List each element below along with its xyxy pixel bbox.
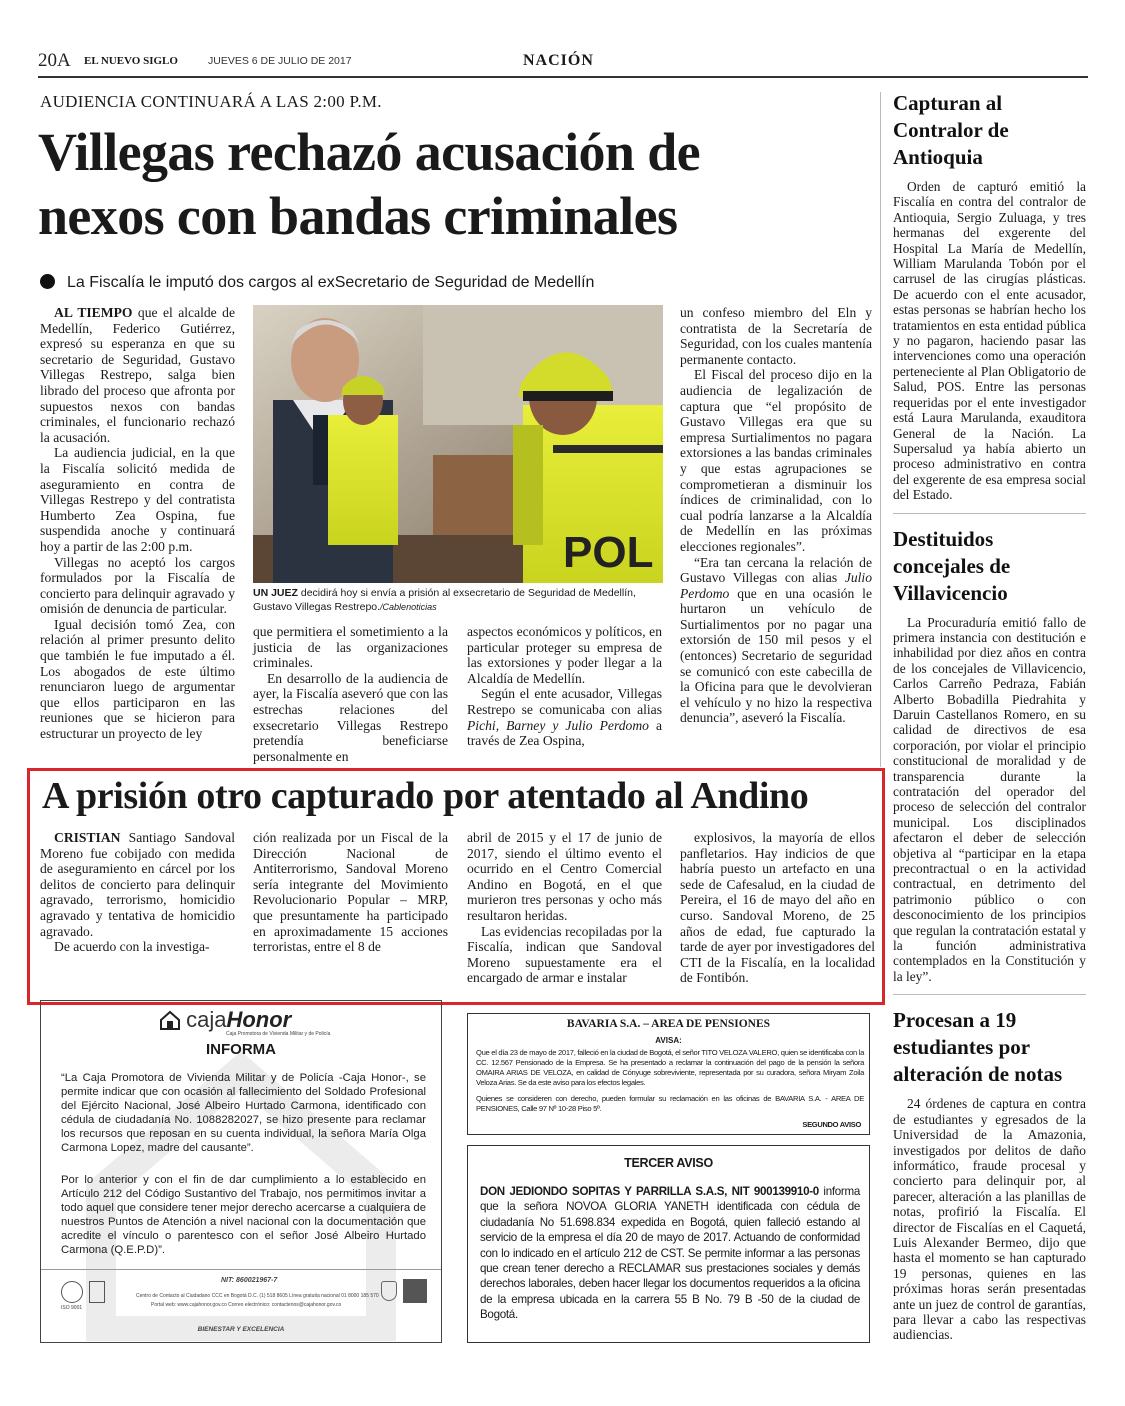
alias-name: Julio Perdomo — [680, 570, 872, 601]
caption-lead: UN JUEZ — [253, 587, 298, 599]
paragraph: Las evidencias recopiladas por la Fiscalía, indican que Sandoval Moreno supuestamente era el encargado de armar e instalar — [467, 923, 662, 986]
tercer-title: TERCER AVISO — [624, 1156, 713, 1170]
caja-footer: BIENESTAR Y EXCELENCIA — [197, 1326, 285, 1333]
sidebar-divider — [880, 92, 881, 767]
sidebar-title-1: Capturan al Contralor de Antioquia — [893, 91, 1009, 169]
sidebar-rule — [893, 513, 1086, 514]
caja-title: INFORMA — [206, 1041, 276, 1058]
bavaria-paragraph-1: Que el día 23 de mayo de 2017, falleció en la ciudad de Bogotá, el señor TITO VELOZA VALERO, quien se identificaba con la CC. 12.567 Pensionado de la Empresa. Se ha presentado a reclamar la continuación del pago de la pensión la señora OMAIRA ARIAS DE VELOZA, en calidad de Cónyuge sobreviviente, representada por su curadora, señora Miryam Zoila Veloza Arias. Se da este aviso para los efectos legales. — [476, 1048, 864, 1087]
bavaria-title: BAVARIA S.A. – AREA DE PENSIONES — [566, 1018, 771, 1030]
bullet-icon — [40, 274, 55, 289]
company-name: DON JEDIONDO SOPITAS Y PARRILLA S.A.S, NIT 900139910-0 — [480, 1185, 819, 1198]
paragraph-part: “Era tan cercana la relación de Gustavo Villegas con alias — [680, 554, 872, 586]
bavaria-footer: SEGUNDO AVISO — [802, 1120, 861, 1129]
paragraph: Santiago Sandoval Moreno fue cobijado con medida de aseguramiento en cárcel por los delitos de concierto para delinquir agravado, terrorismo, homicidio agravado y tentativa de homicidio agravado. — [40, 830, 235, 939]
main-column-1 — [40, 305, 235, 742]
caja-honor-ad — [40, 1000, 442, 1343]
photo-caption — [253, 586, 663, 614]
photo-illustration — [253, 305, 663, 583]
caja-nit: NIT: 860021967-7 — [221, 1277, 278, 1284]
paragraph: que permitiera el sometimiento a la justicia de las organizaciones criminales. — [253, 624, 448, 671]
paper-name: EL NUEVO SIGLO — [84, 55, 178, 67]
andino-column-2 — [253, 830, 448, 955]
kicker: AUDIENCIA CONTINUARÁ A LAS 2:00 P.M. — [40, 92, 382, 111]
sidebar-text-1: Orden de capturó emitió la Fiscalía en contra del contralor de Antioquia, Sergio Zuluaga, y tres hermanas del exgerente del Hospital La María de Medellín, William Marulanda Tobón por el carrusel de las cirugías plásticas. De acuerdo con el ente acusador, estas personas se habrían hecho los tratamientos en esta entidad pública y no pagaron, haciendo pasar las intervenciones como una operación perteneciente al Plan Obligatorio de Salud, POS. Entre las personas requeridas por el ente investigador está Laura Marulanda, exauditora General de la Nación. La Supersalud ya había abierto un proceso administrativo en contra del exgerente de esa empresa social del Estado. — [893, 179, 1086, 503]
paper-date: JUEVES 6 DE JULIO DE 2017 — [208, 55, 352, 67]
andino-column-1 — [40, 830, 235, 955]
page-number: 20A — [38, 50, 71, 71]
logo-text-b: Honor — [226, 1007, 292, 1032]
tercer-aviso-notice — [467, 1145, 870, 1343]
andino-column-4 — [680, 830, 875, 986]
main-column-4 — [680, 305, 872, 726]
andino-column-3 — [467, 830, 662, 986]
iso-label: ISO 9001 — [61, 1305, 83, 1311]
subhead-text: La Fiscalía le imputó dos cargos al exSecretario de Seguridad de Medellín — [67, 274, 595, 291]
defense-logo-icon — [403, 1279, 427, 1303]
tercer-text: informa que la señora NOVOA GLORIA YANETH identificada con cédula de ciudadanía No 51.698.834 expedida en Bogotá, quien falleció estando al servicio de la empresa el día 20 de mayo de 2017. Actuando de conformidad con lo indicado en el artículo 212 de CST. Se permite informar a las personas que crean tener derecho a RECLAMAR sus prestaciones sociales y demás derechos laborales, deben hacer llegar los documentos requeridos a la oficina de la empresa ubicada en la carrera 55 B No. 79 B -50 de la ciudad de Bogotá. — [480, 1185, 860, 1322]
headline-line-2: nexos con bandas criminales — [38, 186, 678, 246]
paragraph: En desarrollo de la audiencia de ayer, la Fiscalía aseveró que con las estrechas relaciones del exsecretario Villegas Restrepo pretendía beneficiarse personalmente en — [253, 670, 448, 764]
caja-paragraph-1: “La Caja Promotora de Vivienda Militar y de Policía -Caja Honor-, se permite indicar que con ocasión al fallecimiento del Soldado Profesional del Ejército Nacional, José Albeiro Hurtado Carmona, identificado con cédula de ciudadanía No. 1088282027, se hizo presente para reclamar los recursos que reposan en su cuenta individual, la señora María Olga Carmona Lopez, madre del causante”. — [61, 1072, 426, 1154]
caja-contact-2: Portal web: www.cajahonor.gov.co Correo electrónico: contactenos@cajahonor.gov.co — [151, 1302, 342, 1308]
paragraph: Igual decisión tomó Zea, con relación al primer presunto delito que también le fue imputado a él. Los abogados de este último renunciaron luego de argumentar que ellos participaron en las reuniones que se hicieron para estructurar un proyecto de ley — [40, 616, 235, 742]
tercer-body — [480, 1184, 860, 1323]
paragraph: explosivos, la mayoría de ellos panfletarios. Hay indicios de que habría puesto un artefacto en una sede de Cafesalud, en la ciudad de Pereira, el 16 de mayo del año en curso. Sandoval Moreno, de 25 años de edad, fue capturado la tarde de ayer por investigadores del CTI de la Fiscalía, en la localidad de Fontibón. — [680, 830, 875, 986]
paragraph: un confeso miembro del Eln y contratista de la Secretaría de Seguridad, con los cuales mantenía permanente contacto. — [680, 305, 872, 367]
news-photo — [253, 305, 663, 583]
alias-names: Pichi, Barney y Julio Perdomo — [467, 717, 649, 733]
lead-in: AL TIEMPO — [54, 305, 133, 320]
paragraph: De acuerdo con la investiga- — [54, 939, 210, 955]
house-logo-icon — [159, 1010, 181, 1030]
paragraph: ción realizada por un Fiscal de la Dirección Nacional de Antiterrorismo, Sandoval Moreno sería integrante del Movimiento Revolucionario Popular – MRP, que presuntamente ha participado en aproximadamente 15 acciones terroristas, entre el 8 de — [253, 830, 448, 955]
paragraph-part: a través de Zea Ospina, — [467, 717, 663, 749]
paragraph: El Fiscal del proceso dijo en la audiencia de legalización de captura que “el propósito de Gustavo Villegas era que su empresa Surtialimentos no pagara extorsiones a las bandas criminales y que estas agrupaciones se comprometieran a disminuir los índices de criminalidad, con lo cual podría lanzarse a la Alcaldía de Medellín en las próximas elecciones regionales”. — [680, 367, 872, 554]
sidebar-title-3: Procesan a 19 estudiantes por alteración de notas — [893, 1008, 1063, 1087]
paragraph: Villegas no aceptó los cargos formulados por la Fiscalía de concierto para delinquir agravado y omisión de denuncia de particular. — [40, 554, 235, 617]
sidebar — [893, 90, 1086, 1343]
sidebar-title-2: Destituidos concejales de Villavicencio — [893, 526, 1011, 605]
logo-text-a: caja — [186, 1007, 227, 1032]
caption-text: decidirá hoy si envía a prisión al exsecretario de Seguridad de Medellín, Gustavo Villegas Restrepo. — [253, 587, 636, 613]
coat-of-arms-icon — [381, 1281, 397, 1301]
certification-badge — [61, 1281, 83, 1303]
bavaria-notice — [467, 1013, 870, 1135]
subhead — [40, 274, 594, 292]
bavaria-subtitle: AVISA: — [655, 1036, 682, 1045]
paragraph-part: Según el ente acusador, Villegas Restrepo se comunicaba con alias — [467, 686, 662, 717]
paragraph: La audiencia judicial, en la que la Fiscalía solicitó medida de aseguramiento en contra de Villegas Restrepo y del contratista Humberto Zea Ospina, fue suspendida anoche y continuará hoy a partir de las 2:00 p.m. — [40, 445, 235, 554]
sidebar-text-3: 24 órdenes de captura en contra de estudiantes y egresados de la Universidad de la Amazonia, investigados por delitos de daño informático, fraude procesal y concierto para delinquir por, al parecer, alteración a las planillas de notas, profirió la Fiscalía. El director de Fiscalías en el Caquetá, Luis Alexander Bermeo, dijo que hasta el momento se han capturado 19 personas, quienes en las próximas horas serán presentadas ante un juez de control de garantías, para llevar a cabo las respectivas audiencias. — [893, 1096, 1086, 1343]
lead-in: CRISTIAN — [54, 830, 121, 845]
caption-credit: /Cablenoticias — [380, 602, 437, 612]
section-name: NACIÓN — [523, 52, 594, 69]
sidebar-text-2: La Procuraduría emitió fallo de primera instancia con destitución e inhabilidad por diez años en contra de los concejales de Villavicencio, Carlos Carreño Pedraza, Fabián Alberto Bobadilla Piedrahita y Daruin Castellanos Romero, en su calidad de directivos de esa corporación, por violar el principio constitucional de moralidad y de transparencia durante la contratación del operador del proceso de selección del contralor municipal. Los disciplinados afectaron el deber de selección objetiva al “participar en la etapa precontractual o en la actividad contractual, en detrimento del patrimonio público o con desconocimiento de los principios que regulan la contratación estatal y la función administrativa contemplados en la Constitución y la ley”. — [893, 614, 1086, 984]
paragraph: que el alcalde de Medellín, Federico Gutiérrez, expresó su esperanza en que su secretario de Seguridad, Gustavo Villegas Restrepo, salga bien librado del proceso que afronta por supuestos nexos con bandas criminales, el funcionario rechazó la acusación. — [40, 305, 235, 445]
header-rule — [38, 76, 1088, 78]
caja-contact-1: Centro de Contacto al Ciudadano CCC en Bogotá D.C. (1) 518 8605 Línea gratuita nacional 01 8000 185 570 — [136, 1293, 379, 1299]
main-column-2 — [253, 624, 448, 764]
main-headline — [38, 120, 878, 248]
caja-paragraph-2: Por lo anterior y con el fin de dar cumplimiento a lo establecido en Artículo 212 del Código Sustantivo del Trabajo, nos permitimos invitar a todo aquel que considere tener mejor derecho acercarse a cualquiera de nuestros Puntos de Atención a nivel nacional con la documentación que acredite el vínculo o parentesco con el señor José Albeiro Hurtado Carmona (Q.E.P.D)”. — [61, 1174, 426, 1256]
certification-badge — [89, 1281, 105, 1303]
caja-footer-rule — [41, 1269, 441, 1270]
paragraph: aspectos económicos y políticos, en particular proteger su empresa de las extorsiones y poder llegar a la Alcaldía de Medellín. — [467, 624, 662, 686]
bavaria-paragraph-2: Quienes se consideren con derecho, pueden formular su reclamación en las oficinas de BAVARIA S.A. - AREA DE PENSIONES, Calle 97 Nº 10-28 Piso 5º. — [476, 1094, 864, 1113]
andino-headline: A prisión otro capturado por atentado al Andino — [42, 775, 809, 817]
main-column-3 — [467, 624, 662, 749]
paragraph: abril de 2015 y el 17 de junio de 2017, siendo el último evento el ocurrido en el Centro Comercial Andino en Bogotá, en el que murieron tres personas y ocho más resultaron heridas. — [467, 830, 662, 923]
page-header — [38, 50, 1088, 76]
caja-logo — [159, 1007, 291, 1031]
paragraph-part: que en una ocasión le hurtaron un vehículo de Surtialimentos por no pagar una extorsión de 150 mil pesos y el (entonces) Secretario de seguridad se comunicó con este cabecilla de la Oficina para que le devolvieran el vehículo y no hizo la respectiva denuncia”, aseveró la Fiscalía. — [680, 585, 872, 726]
sidebar-rule — [893, 994, 1086, 995]
vest-text: POL — [563, 528, 654, 577]
headline-line-1: Villegas rechazó acusación de — [38, 122, 701, 182]
logo-subtitle: Caja Promotora de Vivienda Militar y de Policía — [226, 1031, 331, 1037]
